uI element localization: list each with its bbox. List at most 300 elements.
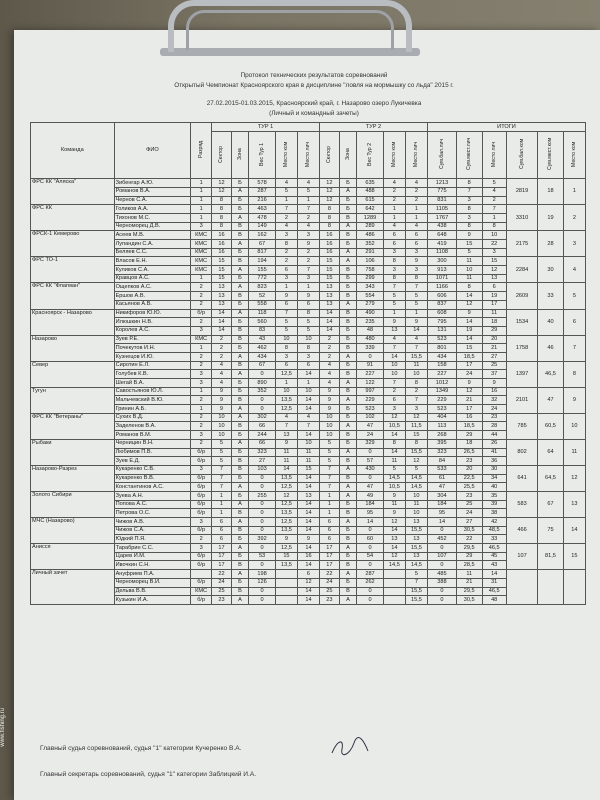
- table-row: [31, 309, 586, 318]
- cell: 2: [212, 335, 232, 344]
- cell: 12,5: [275, 405, 297, 414]
- cell: 7: [275, 422, 297, 431]
- cell: 227: [357, 370, 384, 379]
- cell: А: [231, 439, 248, 448]
- cell: Б: [339, 179, 356, 188]
- cell: КМС: [191, 248, 212, 257]
- cell: 404: [427, 413, 456, 422]
- cell: 560: [249, 318, 276, 327]
- participant-name: Ершов А.В.: [114, 292, 191, 301]
- cell: 25: [212, 587, 232, 596]
- cell: 1: [212, 500, 232, 509]
- cell: 533: [427, 465, 456, 474]
- cell: 16: [212, 231, 232, 240]
- cell: 10: [275, 335, 297, 344]
- cell: 578: [249, 179, 276, 188]
- cell: 2: [191, 535, 212, 544]
- judge-signature: [330, 735, 370, 759]
- cell: КМС: [191, 587, 212, 596]
- cell: В: [339, 266, 356, 275]
- cell: А: [339, 570, 356, 579]
- cell: В: [231, 231, 248, 240]
- cell: 11: [405, 361, 427, 370]
- cell: [191, 570, 212, 579]
- cell: 29,5: [456, 587, 482, 596]
- team-place: 12: [563, 465, 585, 491]
- participant-name: Черноморец В.И.: [114, 578, 191, 587]
- table-row: [31, 509, 586, 518]
- cell: А: [231, 596, 248, 605]
- cell: 287: [249, 187, 276, 196]
- table-row: [31, 578, 586, 587]
- table-row: [31, 439, 586, 448]
- cell: 3: [405, 248, 427, 257]
- cell: 47: [357, 422, 384, 431]
- cell: 16: [297, 552, 319, 561]
- cell: 1012: [427, 379, 456, 388]
- cell: 262: [357, 578, 384, 587]
- table-row: [31, 483, 586, 492]
- cell: 14: [297, 526, 319, 535]
- cell: 523: [427, 335, 456, 344]
- cell: 2: [320, 335, 340, 344]
- cell: 1289: [357, 213, 384, 222]
- cell: Б: [231, 431, 248, 440]
- cell: В: [231, 361, 248, 370]
- cell: 66: [249, 439, 276, 448]
- cell: 8: [212, 205, 232, 214]
- cell: 23: [320, 596, 340, 605]
- cell: 11: [405, 500, 427, 509]
- participant-name: Савостьянов Ю.Л.: [114, 387, 191, 396]
- table-row: [31, 352, 586, 361]
- team-sum: 3310: [506, 205, 537, 231]
- participant-name: Лупандин С.А.: [114, 240, 191, 249]
- cell: Б: [339, 439, 356, 448]
- table-row: [31, 231, 586, 240]
- cell: 8: [482, 222, 506, 231]
- cell: КМС: [191, 335, 212, 344]
- cell: А: [339, 465, 356, 474]
- table-row: [31, 431, 586, 440]
- cell: 4: [212, 370, 232, 379]
- cell: 5: [212, 448, 232, 457]
- cell: 2: [191, 396, 212, 405]
- cell: 0: [249, 509, 276, 518]
- cell: Б: [231, 578, 248, 587]
- cell: 2: [191, 413, 212, 422]
- cell: 2: [212, 344, 232, 353]
- cell: 48: [482, 596, 506, 605]
- cell: 523: [357, 405, 384, 414]
- cell: 184: [357, 500, 384, 509]
- cell: 817: [249, 248, 276, 257]
- cell: 14: [383, 544, 405, 553]
- cell: [383, 596, 405, 605]
- cell: 34: [482, 474, 506, 483]
- cell: 2: [191, 292, 212, 301]
- cell: 2: [405, 187, 427, 196]
- team-name: Рыбаки: [31, 439, 115, 465]
- cell: 462: [249, 344, 276, 353]
- cell: 1108: [427, 248, 456, 257]
- cell: 21: [456, 578, 482, 587]
- cell: 24: [357, 431, 384, 440]
- participant-name: Романов В.А.: [114, 187, 191, 196]
- cell: 22: [320, 570, 340, 579]
- cell: 2: [275, 248, 297, 257]
- cell: 3: [191, 370, 212, 379]
- cell: В: [339, 535, 356, 544]
- cell: 12: [383, 518, 405, 527]
- team-place: 3: [563, 231, 585, 257]
- cell: 15: [320, 257, 340, 266]
- cell: А: [339, 518, 356, 527]
- cell: 12: [320, 187, 340, 196]
- table-row: [31, 370, 586, 379]
- cell: 39: [482, 500, 506, 509]
- cell: 1: [482, 213, 506, 222]
- cell: А: [231, 370, 248, 379]
- cell: 1: [191, 205, 212, 214]
- participant-name: Чижов С.А.: [114, 526, 191, 535]
- team-name: ФРС КК "Флагман": [31, 283, 115, 309]
- cell: 23: [482, 413, 506, 422]
- cell: Б: [231, 448, 248, 457]
- cell: 5: [212, 439, 232, 448]
- cell: 3: [275, 231, 297, 240]
- cell: 83: [249, 326, 276, 335]
- cell: 118: [249, 309, 276, 318]
- cell: 28: [482, 422, 506, 431]
- cell: 27: [482, 352, 506, 361]
- cell: 22: [212, 570, 232, 579]
- cell: 4: [383, 335, 405, 344]
- cell: 5: [275, 326, 297, 335]
- cell: 29,5: [456, 544, 482, 553]
- cell: Б: [231, 387, 248, 396]
- cell: В: [339, 387, 356, 396]
- participant-name: Черноморец Д.В.: [114, 222, 191, 231]
- cell: А: [231, 240, 248, 249]
- cell: 11: [275, 448, 297, 457]
- cell: 16: [456, 413, 482, 422]
- cell: В: [231, 457, 248, 466]
- cell: 27: [456, 518, 482, 527]
- team-sum: 2819: [506, 179, 537, 205]
- participant-name: Юдкий П.Я.: [114, 535, 191, 544]
- cell: 48,5: [482, 526, 506, 535]
- team-name: ФРС КК "Аляска": [31, 179, 115, 205]
- cell: КМС: [191, 257, 212, 266]
- cell: Б: [231, 474, 248, 483]
- table-row: [31, 570, 586, 579]
- cell: 6: [275, 361, 297, 370]
- cell: 488: [357, 187, 384, 196]
- cell: 1: [297, 379, 319, 388]
- cell: 8: [456, 205, 482, 214]
- cell: 2: [405, 387, 427, 396]
- cell: 12: [212, 187, 232, 196]
- cell: 9: [212, 387, 232, 396]
- cell: 162: [249, 231, 276, 240]
- participant-name: Константинов А.С.: [114, 483, 191, 492]
- cell: 3: [405, 266, 427, 275]
- results-table: [30, 122, 586, 605]
- cell: б/р: [191, 552, 212, 561]
- cell: В: [231, 526, 248, 535]
- cell: 1: [191, 387, 212, 396]
- cell: 7: [297, 205, 319, 214]
- col-place-team-2: Место ком: [383, 131, 405, 179]
- cell: 11: [456, 274, 482, 283]
- team-places: 60,5: [538, 413, 564, 439]
- cell: 24: [456, 509, 482, 518]
- cell: 49: [357, 491, 384, 500]
- cell: А: [339, 352, 356, 361]
- cell: 3: [297, 352, 319, 361]
- cell: [275, 587, 297, 596]
- cell: 107: [427, 552, 456, 561]
- cell: 122: [357, 379, 384, 388]
- participant-name: Сиротин Е.Л.: [114, 361, 191, 370]
- cell: А: [339, 422, 356, 431]
- cell: 8: [297, 344, 319, 353]
- cell: Б: [339, 326, 356, 335]
- cell: 6: [383, 231, 405, 240]
- cell: 1: [191, 405, 212, 414]
- cell: В: [339, 474, 356, 483]
- cell: 216: [249, 196, 276, 205]
- cell: 1: [320, 509, 340, 518]
- cell: 8: [212, 222, 232, 231]
- cell: 18,5: [456, 422, 482, 431]
- table-row: [31, 222, 586, 231]
- cell: 1: [191, 344, 212, 353]
- cell: 2: [383, 196, 405, 205]
- cell: 14: [320, 326, 340, 335]
- cell: 0: [249, 483, 276, 492]
- team-places: 19: [538, 205, 564, 231]
- cell: 452: [427, 535, 456, 544]
- col-team: Команда: [31, 123, 115, 179]
- cell: 2: [191, 422, 212, 431]
- cell: 10: [320, 413, 340, 422]
- col-sum-pers: Сум.бал.лич: [427, 131, 456, 179]
- cell: 8: [383, 274, 405, 283]
- cell: 1: [297, 283, 319, 292]
- cell: 4: [320, 361, 340, 370]
- cell: Б: [339, 361, 356, 370]
- cell: 12: [456, 387, 482, 396]
- cell: 15: [320, 266, 340, 275]
- cell: 3: [405, 405, 427, 414]
- cell: 1: [383, 205, 405, 214]
- team-place: 14: [563, 518, 585, 544]
- cell: КМС: [191, 266, 212, 275]
- cell: 13,5: [275, 509, 297, 518]
- cell: 7: [275, 309, 297, 318]
- team-sum: 785: [506, 413, 537, 439]
- cell: б/р: [191, 309, 212, 318]
- team-places: 64,5: [538, 465, 564, 491]
- cell: 113: [427, 422, 456, 431]
- participant-name: Заделенов В.А.: [114, 422, 191, 431]
- team-sum: 1534: [506, 309, 537, 335]
- participant-name: Никифоров Ю.Ю.: [114, 309, 191, 318]
- participant-name: Сухих В.Д.: [114, 413, 191, 422]
- cell: 29: [456, 431, 482, 440]
- table-row: [31, 335, 586, 344]
- cell: 801: [427, 344, 456, 353]
- cell: 6: [320, 535, 340, 544]
- cell: Б: [339, 552, 356, 561]
- cell: Б: [339, 500, 356, 509]
- col-rank: Разряд: [191, 123, 212, 179]
- cell: 9: [383, 318, 405, 327]
- table-row: [31, 413, 586, 422]
- cell: Б: [231, 196, 248, 205]
- cell: 14: [357, 518, 384, 527]
- cell: В: [339, 231, 356, 240]
- participant-name: Кравцов А.С.: [114, 274, 191, 283]
- cell: 1: [405, 213, 427, 222]
- cell: 5: [297, 187, 319, 196]
- cell: Б: [231, 205, 248, 214]
- cell: 7: [405, 283, 427, 292]
- cell: Б: [339, 240, 356, 249]
- cell: 5: [405, 292, 427, 301]
- col-tour1: ТУР 1: [212, 123, 320, 132]
- table-row: [31, 474, 586, 483]
- cell: 54: [357, 552, 384, 561]
- cell: 13: [482, 274, 506, 283]
- cell: 16: [212, 240, 232, 249]
- cell: 126: [249, 578, 276, 587]
- cell: 302: [249, 413, 276, 422]
- cell: 16: [320, 231, 340, 240]
- cell: 1: [383, 213, 405, 222]
- team-name: Золото Сибири: [31, 491, 115, 517]
- cell: 0: [427, 526, 456, 535]
- cell: 7: [297, 266, 319, 275]
- cell: 12,5: [275, 518, 297, 527]
- cell: 7: [212, 465, 232, 474]
- cell: А: [231, 213, 248, 222]
- cell: 184: [427, 500, 456, 509]
- cell: 5: [212, 457, 232, 466]
- team-name: ФРС ТО-1: [31, 257, 115, 283]
- col-tour2: ТУР 2: [320, 123, 428, 132]
- cell: В: [339, 318, 356, 327]
- participant-name: Тарабрин С.С.: [114, 544, 191, 553]
- cell: 388: [427, 578, 456, 587]
- cell: 6: [320, 518, 340, 527]
- cell: 21: [456, 396, 482, 405]
- cell: Б: [339, 196, 356, 205]
- cell: 15,5: [405, 596, 427, 605]
- participant-name: Куликов С.А.: [114, 266, 191, 275]
- table-row: [31, 491, 586, 500]
- cell: 2: [191, 439, 212, 448]
- cell: 2: [191, 300, 212, 309]
- cell: 1767: [427, 213, 456, 222]
- results-body: [31, 179, 586, 605]
- cell: 8: [405, 439, 427, 448]
- cell: 485: [427, 570, 456, 579]
- cell: 29: [456, 552, 482, 561]
- col-weight-1: Вес Тур 1: [249, 131, 276, 179]
- team-sum: 2609: [506, 283, 537, 309]
- cell: 4: [383, 222, 405, 231]
- cell: 48: [357, 326, 384, 335]
- col-place-pers-total: Место лич: [482, 131, 506, 179]
- cell: 15: [456, 240, 482, 249]
- cell: 17: [320, 552, 340, 561]
- cell: 14: [275, 465, 297, 474]
- cell: Б: [231, 300, 248, 309]
- cell: 14,5: [383, 561, 405, 570]
- participant-name: Гринин А.Б.: [114, 405, 191, 414]
- cell: 0: [357, 587, 384, 596]
- cell: В: [339, 344, 356, 353]
- cell: 0: [357, 596, 384, 605]
- cell: 0: [357, 561, 384, 570]
- cell: 24: [212, 578, 232, 587]
- cell: 17: [482, 300, 506, 309]
- cell: А: [339, 544, 356, 553]
- cell: 1: [191, 187, 212, 196]
- cell: 14: [297, 370, 319, 379]
- cell: 149: [249, 222, 276, 231]
- cell: 10: [297, 439, 319, 448]
- cell: 0: [249, 518, 276, 527]
- cell: 9: [456, 231, 482, 240]
- cell: 15: [297, 465, 319, 474]
- participant-name: Чижов А.В.: [114, 518, 191, 527]
- cell: 823: [249, 283, 276, 292]
- cell: 24: [456, 370, 482, 379]
- cell: 0: [249, 526, 276, 535]
- cell: 15: [320, 274, 340, 283]
- team-name: Анисся: [31, 544, 115, 570]
- championship-title: Открытый Чемпионат Красноярского края в дисциплине "ловля на мормышку со льда" 2015 г.: [174, 82, 454, 89]
- cell: 17: [320, 561, 340, 570]
- cell: [383, 570, 405, 579]
- cell: 15,5: [405, 544, 427, 553]
- cell: 3: [275, 274, 297, 283]
- cell: 38: [482, 509, 506, 518]
- col-place-pers-1: Место лич: [297, 131, 319, 179]
- cell: 9: [320, 396, 340, 405]
- table-row: [31, 266, 586, 275]
- cell: В: [339, 457, 356, 466]
- cell: 2: [482, 196, 506, 205]
- cell: 5: [320, 448, 340, 457]
- cell: 12: [482, 266, 506, 275]
- cell: 8: [383, 257, 405, 266]
- cell: 14: [297, 596, 319, 605]
- cell: 12: [297, 578, 319, 587]
- cell: 15: [405, 431, 427, 440]
- cell: 648: [427, 231, 456, 240]
- table-row: [31, 292, 586, 301]
- cell: б/р: [191, 448, 212, 457]
- cell: 29: [482, 326, 506, 335]
- cell: 14: [383, 526, 405, 535]
- cell: 0: [357, 526, 384, 535]
- cell: 14: [383, 448, 405, 457]
